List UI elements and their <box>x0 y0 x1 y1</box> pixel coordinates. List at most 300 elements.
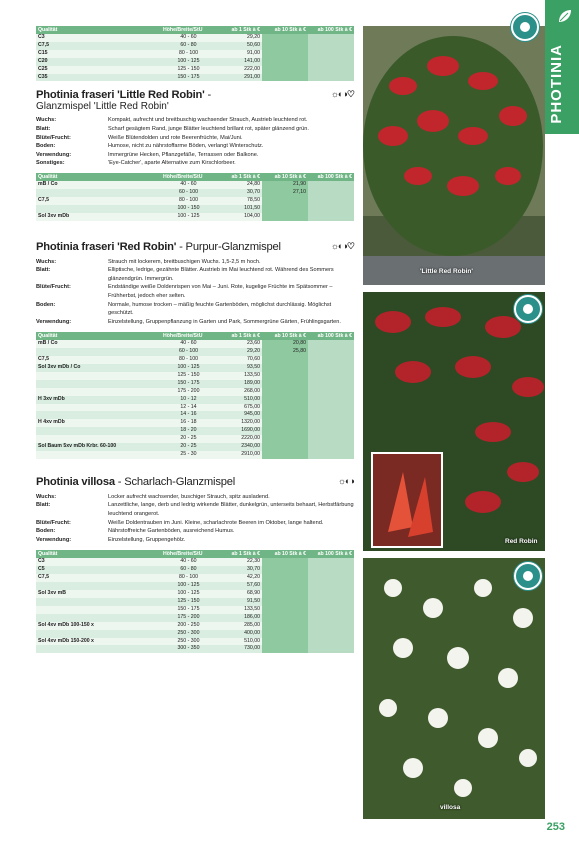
table-cell: 250 - 300 <box>161 630 216 638</box>
column-header: Höhe/Breite/StU <box>161 173 216 181</box>
table-cell <box>262 451 308 459</box>
table-cell <box>262 558 308 566</box>
info-label: Sonstiges: <box>36 160 65 167</box>
table-row <box>36 74 354 82</box>
table-cell: 78,50 <box>216 197 262 205</box>
table-cell <box>36 451 161 459</box>
table-row <box>36 411 354 419</box>
table-cell <box>36 348 161 356</box>
table-cell <box>262 197 308 205</box>
table-row <box>36 50 354 58</box>
table-cell: C7,5 <box>36 356 161 364</box>
column-header: ab 1 Stk à € <box>216 173 262 181</box>
table-cell <box>308 380 354 388</box>
info-value: Einzelstellung, Gruppenpflanzung in Garten und Park, Sommergrüne Gärten, Frühlingsgarten. <box>108 318 341 325</box>
table-cell <box>308 58 354 66</box>
table-cell <box>308 388 354 396</box>
table-cell: 57,60 <box>216 582 262 590</box>
table-header <box>36 26 354 34</box>
table-cell: 24,80 <box>216 181 262 189</box>
table-row <box>36 340 354 348</box>
table-cell <box>36 598 161 606</box>
table-cell <box>262 598 308 606</box>
table-cell <box>262 205 308 213</box>
table-row <box>36 598 354 606</box>
table-cell <box>262 443 308 451</box>
info-label: Wuchs: <box>36 493 57 500</box>
table-cell <box>262 435 308 443</box>
table-cell: 18 - 20 <box>161 427 216 435</box>
table-cell <box>308 213 354 221</box>
table-cell <box>262 582 308 590</box>
table-row <box>36 582 354 590</box>
table-cell: 133,50 <box>216 606 262 614</box>
table-cell <box>308 181 354 189</box>
info-value: Scharf gesägtem Rand, junge Blätter leuchtend brillant rot, später glänzend grün. <box>108 126 309 133</box>
table-row <box>36 427 354 435</box>
info-label: Blatt: <box>36 267 51 274</box>
table-cell: 21,90 <box>262 181 308 189</box>
table-row <box>36 66 354 74</box>
table-cell <box>308 419 354 427</box>
column-header: ab 100 Stk à € <box>308 173 354 181</box>
table-cell: 100 - 125 <box>161 590 216 598</box>
info-label: Blüte/Frucht: <box>36 134 71 141</box>
table-cell <box>262 419 308 427</box>
table-cell <box>36 606 161 614</box>
info-label: Verwendung: <box>36 318 72 325</box>
table-cell <box>308 574 354 582</box>
table-cell <box>262 590 308 598</box>
table-cell <box>262 427 308 435</box>
product-title-little-red-robin: Photinia fraseri 'Little Red Robin' - ☼◐◑♡ <box>36 89 354 102</box>
table-cell: 93,50 <box>216 364 262 372</box>
table-cell <box>308 606 354 614</box>
table-cell: Sol Baum 5xv mDb Krbr. 60-100 <box>36 443 161 451</box>
table-cell: 42,20 <box>216 574 262 582</box>
table-cell <box>308 435 354 443</box>
table-cell: 12 - 14 <box>161 404 216 412</box>
table-row <box>36 396 354 404</box>
table-cell: Sol 3xv mDb <box>36 213 161 221</box>
table-row <box>36 34 354 42</box>
table-row <box>36 574 354 582</box>
table-cell: C15 <box>36 50 161 58</box>
table-cell: 222,00 <box>216 66 262 74</box>
info-label: Wuchs: <box>36 258 57 265</box>
table-cell: 2910,00 <box>216 451 262 459</box>
info-label: Verwendung: <box>36 536 72 543</box>
info-value: Strauch mit lockerem, breitbuschigen Wuchs. 1,5-2,5 m hoch. <box>108 258 261 265</box>
table-cell: C7,5 <box>36 42 161 50</box>
table-cell: H 3xv mDb <box>36 396 161 404</box>
table-cell <box>262 614 308 622</box>
table-cell <box>308 638 354 646</box>
table-cell <box>36 372 161 380</box>
table-cell: 150 - 175 <box>161 606 216 614</box>
table-cell: 1690,00 <box>216 427 262 435</box>
table-cell: 40 - 60 <box>161 340 216 348</box>
table-cell: 80 - 100 <box>161 197 216 205</box>
column-header: ab 100 Stk à € <box>308 550 354 558</box>
table-cell: mB / Co <box>36 181 161 189</box>
table-row <box>36 638 354 646</box>
table-cell: 80 - 100 <box>161 574 216 582</box>
table-cell: 101,50 <box>216 205 262 213</box>
table-cell: 60 - 100 <box>161 189 216 197</box>
table-cell: 400,00 <box>216 630 262 638</box>
table-cell: 300 - 350 <box>161 645 216 653</box>
table-cell: C3 <box>36 558 161 566</box>
info-value: Weiße Blütendolden und rote Beerenfrüchte, Mai/Juni. <box>108 134 243 141</box>
left-column <box>36 26 354 653</box>
column-header: Höhe/Breite/StU <box>161 550 216 558</box>
table-cell: 60 - 100 <box>161 348 216 356</box>
info-value: Endständige weiße Doldenrispen von Mai – Juni. Rote, kugelige Früchte im Spätsommer – Frühherbst, jedoch eher selten. <box>108 284 333 299</box>
table-cell: 200 - 250 <box>161 622 216 630</box>
table-cell: 27,10 <box>262 189 308 197</box>
table-cell: 40 - 60 <box>161 181 216 189</box>
table-cell: 100 - 150 <box>161 205 216 213</box>
table-cell <box>308 590 354 598</box>
table-cell <box>308 566 354 574</box>
table-cell <box>262 380 308 388</box>
info-value: Elliptische, ledrige, gezähnte Blätter. Austrieb im Mai leuchtend rot. Während des Sommers glänzendgrün. Immergrün. <box>108 267 334 282</box>
table-header <box>36 173 354 181</box>
table-cell: 125 - 150 <box>161 598 216 606</box>
product-info-villosa <box>36 493 354 545</box>
table-cell <box>262 606 308 614</box>
column-header: Qualität <box>36 26 161 34</box>
price-table-top <box>36 26 354 81</box>
leaf-icon <box>557 8 573 24</box>
table-cell <box>36 614 161 622</box>
photo-little-red-robin <box>363 26 545 285</box>
price-table-villosa <box>36 550 354 653</box>
table-cell <box>36 645 161 653</box>
table-cell: C7,5 <box>36 197 161 205</box>
table-cell: C7,5 <box>36 574 161 582</box>
table-cell <box>308 189 354 197</box>
table-cell <box>262 372 308 380</box>
page-number: 253 <box>546 821 565 833</box>
table-cell <box>36 630 161 638</box>
table-cell: 150 - 175 <box>161 74 216 82</box>
table-cell <box>308 372 354 380</box>
table-cell: Sol 4xv mDb 150-200 x <box>36 638 161 646</box>
column-header: ab 1 Stk à € <box>216 26 262 34</box>
table-row <box>36 181 354 189</box>
table-cell: 175 - 200 <box>161 614 216 622</box>
product-title-red-robin: Photinia fraseri 'Red Robin' - Purpur-Glanzmispel ☼◐◑♡ <box>36 240 354 253</box>
bee-friendly-icon <box>514 562 542 590</box>
table-row <box>36 614 354 622</box>
table-row <box>36 388 354 396</box>
column-header: ab 10 Stk à € <box>262 550 308 558</box>
table-cell <box>262 213 308 221</box>
table-cell <box>308 622 354 630</box>
table-cell: Sol 3xv mB <box>36 590 161 598</box>
table-cell: C35 <box>36 74 161 82</box>
info-label: Wuchs: <box>36 117 57 124</box>
table-row <box>36 58 354 66</box>
table-cell: 250 - 300 <box>161 638 216 646</box>
table-cell <box>36 380 161 388</box>
table-cell <box>308 356 354 364</box>
table-cell <box>36 411 161 419</box>
column-header: ab 10 Stk à € <box>262 26 308 34</box>
table-cell: Sol 4xv mDb 100-150 x <box>36 622 161 630</box>
table-cell <box>308 451 354 459</box>
table-row <box>36 213 354 221</box>
table-cell: 14 - 16 <box>161 411 216 419</box>
table-cell <box>308 66 354 74</box>
table-cell <box>308 42 354 50</box>
table-cell <box>308 582 354 590</box>
table-row <box>36 380 354 388</box>
table-cell: 80 - 100 <box>161 356 216 364</box>
table-cell: C25 <box>36 66 161 74</box>
table-cell <box>308 598 354 606</box>
table-cell <box>308 443 354 451</box>
table-row <box>36 197 354 205</box>
column-header: ab 1 Stk à € <box>216 332 262 340</box>
table-cell: 91,00 <box>216 50 262 58</box>
table-row <box>36 372 354 380</box>
bee-friendly-icon <box>514 295 542 323</box>
product-info-red-robin <box>36 258 354 327</box>
table-cell: 25 - 30 <box>161 451 216 459</box>
table-row <box>36 42 354 50</box>
table-cell <box>262 574 308 582</box>
table-cell: 16 - 18 <box>161 419 216 427</box>
info-value: Einzelstellung, Gruppengehölz. <box>108 536 186 543</box>
column-header: Qualität <box>36 550 161 558</box>
table-cell: 675,00 <box>216 404 262 412</box>
table-cell <box>262 411 308 419</box>
table-cell <box>308 396 354 404</box>
column-header: ab 100 Stk à € <box>308 26 354 34</box>
table-cell <box>262 645 308 653</box>
table-cell <box>308 614 354 622</box>
table-cell <box>262 58 308 66</box>
info-label: Blüte/Frucht: <box>36 284 71 291</box>
table-cell: C20 <box>36 58 161 66</box>
table-cell <box>308 645 354 653</box>
table-cell: 68,90 <box>216 590 262 598</box>
table-cell <box>262 630 308 638</box>
photo-villosa <box>363 558 545 819</box>
table-row <box>36 558 354 566</box>
table-cell: 40 - 60 <box>161 34 216 42</box>
table-cell: 91,50 <box>216 598 262 606</box>
table-cell: 22,30 <box>216 558 262 566</box>
column-header: Höhe/Breite/StU <box>161 26 216 34</box>
info-label: Boden: <box>36 143 56 150</box>
table-row <box>36 566 354 574</box>
table-cell: 141,00 <box>216 58 262 66</box>
table-cell: 125 - 150 <box>161 372 216 380</box>
table-cell <box>262 66 308 74</box>
table-cell: 510,00 <box>216 638 262 646</box>
table-cell <box>262 74 308 82</box>
table-cell: 100 - 125 <box>161 58 216 66</box>
table-cell: 186,00 <box>216 614 262 622</box>
site-symbols: ☼◐◑♡ <box>330 240 354 251</box>
table-row <box>36 205 354 213</box>
column-header: ab 10 Stk à € <box>262 332 308 340</box>
table-cell: 133,50 <box>216 372 262 380</box>
table-cell: 100 - 125 <box>161 213 216 221</box>
table-row <box>36 451 354 459</box>
table-cell <box>262 638 308 646</box>
table-row <box>36 404 354 412</box>
column-header: ab 100 Stk à € <box>308 332 354 340</box>
table-cell <box>262 42 308 50</box>
table-cell <box>36 582 161 590</box>
caption-little-red-robin: 'Little Red Robin' <box>420 268 473 275</box>
column-header: Qualität <box>36 332 161 340</box>
info-value: 'Eye-Catcher', aparte Alternative zum Kirschlorbeer. <box>108 160 236 167</box>
table-row <box>36 419 354 427</box>
photo-red-robin <box>363 292 545 551</box>
table-cell <box>308 205 354 213</box>
table-cell <box>308 364 354 372</box>
table-cell <box>36 388 161 396</box>
table-row <box>36 364 354 372</box>
table-cell: 40 - 60 <box>161 558 216 566</box>
info-label: Boden: <box>36 301 56 308</box>
table-row <box>36 590 354 598</box>
table-cell: 510,00 <box>216 396 262 404</box>
table-header <box>36 550 354 558</box>
table-cell: 29,20 <box>216 34 262 42</box>
table-cell <box>308 558 354 566</box>
table-cell: 30,70 <box>216 189 262 197</box>
info-value: Nährstoffreiche Gartenböden, ausreichend Humus. <box>108 528 235 535</box>
table-cell <box>36 404 161 412</box>
info-value: Normale, humose trocken – mäßig feuchte Gartenböden, möglichst durchlässig. Möglichst geschützt. <box>108 301 332 317</box>
table-cell: 2340,00 <box>216 443 262 451</box>
table-cell <box>262 34 308 42</box>
table-cell: 60 - 80 <box>161 42 216 50</box>
table-cell: 945,00 <box>216 411 262 419</box>
table-cell <box>308 197 354 205</box>
site-symbols: ☼◐◑ <box>337 475 354 486</box>
table-cell <box>262 396 308 404</box>
table-cell <box>36 189 161 197</box>
table-header <box>36 332 354 340</box>
table-row <box>36 348 354 356</box>
table-cell: 150 - 175 <box>161 380 216 388</box>
table-cell <box>36 427 161 435</box>
info-label: Blatt: <box>36 126 51 133</box>
table-cell: H 4xv mDb <box>36 419 161 427</box>
table-cell: 104,00 <box>216 213 262 221</box>
category-label: PHOTINIA <box>548 44 565 124</box>
table-cell: 189,00 <box>216 380 262 388</box>
info-label: Blatt: <box>36 502 51 509</box>
table-cell: 1320,00 <box>216 419 262 427</box>
table-cell: 20,80 <box>262 340 308 348</box>
table-cell <box>308 427 354 435</box>
table-cell: mB / Co <box>36 340 161 348</box>
table-cell: 285,00 <box>216 622 262 630</box>
table-cell <box>262 364 308 372</box>
table-cell <box>308 34 354 42</box>
product-subtitle: Glanzmispel 'Little Red Robin' <box>36 101 169 113</box>
table-cell: 23,60 <box>216 340 262 348</box>
info-label: Boden: <box>36 528 56 535</box>
column-header: ab 1 Stk à € <box>216 550 262 558</box>
table-cell: 291,00 <box>216 74 262 82</box>
table-cell: C5 <box>36 566 161 574</box>
table-cell: 20 - 25 <box>161 443 216 451</box>
table-cell: 70,60 <box>216 356 262 364</box>
table-cell <box>262 566 308 574</box>
table-cell <box>262 622 308 630</box>
table-cell <box>308 411 354 419</box>
table-cell: C3 <box>36 34 161 42</box>
caption-red-robin: Red Robin <box>505 538 538 545</box>
column-header: Höhe/Breite/StU <box>161 332 216 340</box>
info-value: Humose, nicht zu nährstoffarme Böden, verlangt Winterschutz. <box>108 143 264 150</box>
table-cell: 2220,00 <box>216 435 262 443</box>
table-cell <box>36 435 161 443</box>
info-label: Blüte/Frucht: <box>36 519 71 526</box>
info-label: Verwendung: <box>36 151 72 158</box>
product-title-villosa: Photinia villosa - Scharlach-Glanzmispel ☼◐◑ <box>36 475 354 488</box>
price-table-little-red-robin <box>36 173 354 221</box>
table-row <box>36 630 354 638</box>
site-symbols: ☼◐◑♡ <box>330 89 354 100</box>
info-value: Lanzettliche, lange, derb und ledrig wirkende Blätter, dunkelgrün, unterseits behaart, Herbstfärbung leuchtend orangerot. <box>108 502 354 518</box>
table-cell <box>262 388 308 396</box>
table-cell: Sol 3xv mDb / Co <box>36 364 161 372</box>
table-cell <box>308 50 354 58</box>
info-value: Kompakt, aufrecht und breitbuschig wachsender Strauch, Austrieb leuchtend rot. <box>108 117 308 124</box>
table-cell: 25,80 <box>262 348 308 356</box>
table-cell <box>262 50 308 58</box>
table-cell: 125 - 150 <box>161 66 216 74</box>
table-cell <box>308 340 354 348</box>
price-table-red-robin <box>36 332 354 459</box>
table-cell <box>308 404 354 412</box>
table-row <box>36 645 354 653</box>
table-cell: 20 - 25 <box>161 435 216 443</box>
table-cell: 29,20 <box>216 348 262 356</box>
info-value: Immergrüne Hecken, Pflanzgefäße, Terrassen oder Balkone. <box>108 151 259 158</box>
table-cell <box>36 205 161 213</box>
table-cell: 80 - 100 <box>161 50 216 58</box>
table-cell: 10 - 12 <box>161 396 216 404</box>
table-cell: 50,60 <box>216 42 262 50</box>
info-value: Locker aufrecht wachsender, buschiger Strauch, spitz ausladend. <box>108 493 270 500</box>
table-row <box>36 356 354 364</box>
table-cell: 100 - 125 <box>161 582 216 590</box>
table-row <box>36 435 354 443</box>
column-header: ab 10 Stk à € <box>262 173 308 181</box>
table-cell: 100 - 125 <box>161 364 216 372</box>
column-header: Qualität <box>36 173 161 181</box>
info-value: Weiße Doldentrauben im Juni. Kleine, scharlachrote Beeren im Oktober, lange haltend. <box>108 519 324 526</box>
table-cell: 30,70 <box>216 566 262 574</box>
table-row <box>36 443 354 451</box>
table-row <box>36 622 354 630</box>
table-cell <box>308 348 354 356</box>
bee-friendly-icon <box>511 13 539 41</box>
table-cell: 175 - 200 <box>161 388 216 396</box>
